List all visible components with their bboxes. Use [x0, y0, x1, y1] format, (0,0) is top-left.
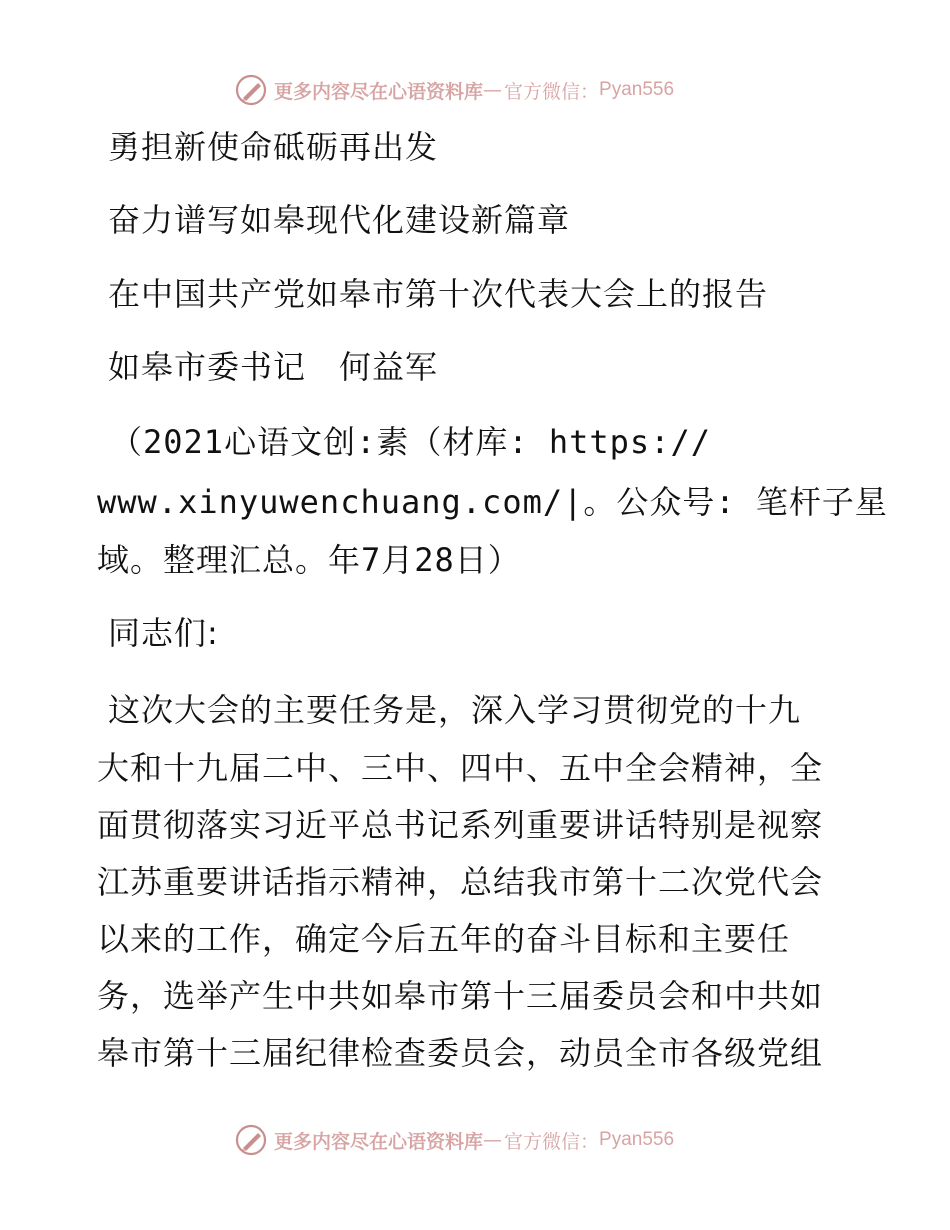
- watermark-text: 更多内容尽在心语资料库: [274, 80, 484, 103]
- watermark-text: 更多内容尽在心语资料库: [274, 1130, 484, 1153]
- body-line-2: 大和十九届二中、三中、四中、五中全会精神，全: [97, 749, 824, 787]
- watermark-wechat-id: Pyan556: [599, 1129, 675, 1150]
- doc-note-line-1: （2021心语文创:素（材库: https://: [110, 423, 711, 461]
- doc-title-1: 勇担新使命砥砺再出发: [108, 128, 439, 166]
- watermark-separator: —: [483, 1129, 503, 1151]
- body-line-3: 面贯彻落实习近平总书记系列重要讲话特别是视察: [97, 806, 824, 844]
- doc-title-3: 在中国共产党如皋市第十次代表大会上的报告: [108, 275, 769, 313]
- doc-note-line-2: www.xinyuwenchuang.com/|。公众号: 笔杆子星: [97, 483, 888, 521]
- body-line-5: 以来的工作，确定今后五年的奋斗目标和主要任: [97, 920, 791, 958]
- body-line-1: 这次大会的主要任务是，深入学习贯彻党的十九: [108, 691, 802, 729]
- body-line-7: 皋市第十三届纪律检查委员会，动员全市各级党组: [97, 1034, 824, 1072]
- logo-icon: [234, 73, 268, 107]
- doc-title-2: 奋力谱写如皋现代化建设新篇章: [108, 201, 571, 239]
- doc-salutation: 同志们:: [108, 614, 219, 652]
- watermark-banner-bottom: [234, 1120, 674, 1160]
- watermark-wechat-id: Pyan556: [599, 79, 675, 100]
- watermark-wechat-label: 官方微信：: [504, 1130, 600, 1153]
- logo-icon: [234, 1123, 268, 1157]
- doc-note-line-3: 域。整理汇总。年7月28日）: [97, 541, 521, 579]
- doc-author: 如皋市委书记 何益军: [108, 348, 439, 386]
- watermark-separator: —: [483, 79, 503, 101]
- watermark-banner-top: [234, 70, 674, 110]
- body-line-6: 务，选举产生中共如皋市第十三届委员会和中共如: [97, 977, 824, 1015]
- watermark-wechat-label: 官方微信：: [504, 80, 600, 103]
- body-line-4: 江苏重要讲话指示精神，总结我市第十二次党代会: [97, 863, 824, 901]
